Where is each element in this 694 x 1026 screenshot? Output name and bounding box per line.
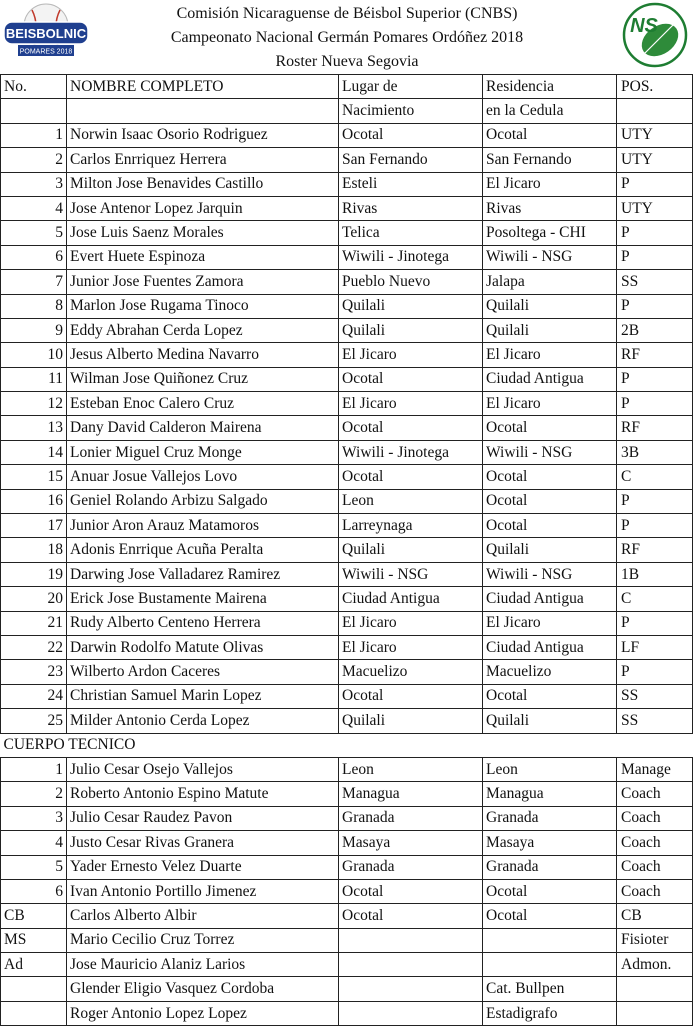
player-row [1,562,693,586]
col-header-residence-2: en la Cedula [483,99,617,123]
position: Admon. [617,953,693,977]
position: C [617,587,693,611]
logo-right-text: NS [630,15,658,37]
residence: El Jicaro [483,172,617,196]
col-header-residence: Residencia [483,75,617,99]
full-name: Jose Antenor Lopez Jarquin [67,196,339,220]
birthplace: Wiwili - Jinotega [339,245,483,269]
full-name: Milton Jose Benavides Castillo [67,172,339,196]
player-row [1,270,693,294]
birthplace: Quilali [339,294,483,318]
row-number: 6 [1,245,67,269]
player-row [1,489,693,513]
position: P [617,367,693,391]
row-number: 3 [1,172,67,196]
row-number [1,1001,67,1025]
residence: Ocotal [483,879,617,903]
birthplace: El Jicaro [339,392,483,416]
position: 2B [617,318,693,342]
full-name: Glender Eligio Vasquez Cordoba [67,977,339,1001]
full-name: Wilberto Ardon Caceres [67,660,339,684]
header-line-3: Roster Nueva Segovia [275,53,419,70]
residence: Macuelizo [483,660,617,684]
player-row [1,172,693,196]
player-row [1,318,693,342]
birthplace: Quilali [339,318,483,342]
birthplace: Ocotal [339,904,483,928]
residence: El Jicaro [483,611,617,635]
birthplace: El Jicaro [339,635,483,659]
player-row [1,465,693,489]
player-row [1,538,693,562]
full-name: Geniel Rolando Arbizu Salgado [67,489,339,513]
logo-left-sub: POMARES 2018 [19,48,73,56]
player-row [1,123,693,147]
full-name: Julio Cesar Raudez Pavon [67,806,339,830]
full-name: Evert Huete Espinoza [67,245,339,269]
row-number: 12 [1,392,67,416]
birthplace: Wiwili - Jinotega [339,440,483,464]
row-number: 5 [1,221,67,245]
full-name: Carlos Enrriquez Herrera [67,148,339,172]
position: Coach [617,831,693,855]
player-row [1,635,693,659]
position: P [617,294,693,318]
col-header-birth: Lugar de [339,75,483,99]
position: 3B [617,440,693,464]
header-line-1: Comisión Nicaraguense de Béisbol Superior (CNBS) [176,5,518,22]
full-name: Roger Antonio Lopez Lopez [67,1001,339,1025]
birthplace: Ocotal [339,416,483,440]
position: RF [617,416,693,440]
player-row [1,196,693,220]
residence: Quilali [483,294,617,318]
position: Fisioter [617,928,693,952]
birthplace: Ocotal [339,123,483,147]
position: P [617,392,693,416]
position: 1B [617,562,693,586]
birthplace [339,1001,483,1025]
full-name: Christian Samuel Marin Lopez [67,684,339,708]
row-number: 1 [1,757,67,781]
player-row [1,392,693,416]
player-row [1,514,693,538]
residence: Ocotal [483,514,617,538]
residence: Ciudad Antigua [483,367,617,391]
full-name: Ivan Antonio Portillo Jimenez [67,879,339,903]
birthplace: Ocotal [339,684,483,708]
position: P [617,245,693,269]
residence: Rivas [483,196,617,220]
residence: San Fernando [483,148,617,172]
row-number: MS [1,928,67,952]
birthplace: Quilali [339,538,483,562]
full-name: Darwing Jose Valladarez Ramirez [67,562,339,586]
residence: Ocotal [483,416,617,440]
birthplace: Granada [339,806,483,830]
residence: Granada [483,806,617,830]
full-name: Dany David Calderon Mairena [67,416,339,440]
position: Coach [617,879,693,903]
residence: Wiwili - NSG [483,562,617,586]
position: P [617,514,693,538]
full-name: Justo Cesar Rivas Granera [67,831,339,855]
staff-row [1,928,693,952]
row-number: 4 [1,831,67,855]
row-number: 24 [1,684,67,708]
full-name: Adonis Enrrique Acuña Peralta [67,538,339,562]
header-row [1,75,693,99]
staff-row [1,855,693,879]
position: Manage [617,757,693,781]
full-name: Jose Luis Saenz Morales [67,221,339,245]
full-name: Roberto Antonio Espino Matute [67,782,339,806]
position: RF [617,538,693,562]
birthplace: Granada [339,855,483,879]
row-number: 6 [1,879,67,903]
birthplace [339,977,483,1001]
full-name: Rudy Alberto Centeno Herrera [67,611,339,635]
birthplace [339,928,483,952]
position: P [617,489,693,513]
staff-row [1,806,693,830]
position: P [617,611,693,635]
birthplace: Larreynaga [339,514,483,538]
full-name: Norwin Isaac Osorio Rodriguez [67,123,339,147]
position: C [617,465,693,489]
residence: Jalapa [483,270,617,294]
birthplace: Wiwili - NSG [339,562,483,586]
row-number: 17 [1,514,67,538]
residence: Masaya [483,831,617,855]
row-number: 18 [1,538,67,562]
row-number: 2 [1,148,67,172]
full-name: Milder Antonio Cerda Lopez [67,709,339,733]
row-number: 10 [1,343,67,367]
col-header-no: No. [1,75,67,99]
player-row [1,416,693,440]
position: Coach [617,782,693,806]
player-row [1,294,693,318]
birthplace: Leon [339,489,483,513]
row-number: 21 [1,611,67,635]
player-row [1,221,693,245]
player-row [1,709,693,733]
position: SS [617,270,693,294]
player-row [1,245,693,269]
position: P [617,172,693,196]
staff-row [1,831,693,855]
residence: Wiwili - NSG [483,440,617,464]
full-name: Darwin Rodolfo Matute Olivas [67,635,339,659]
residence: Granada [483,855,617,879]
full-name: Junior Aron Arauz Matamoros [67,514,339,538]
residence: Managua [483,782,617,806]
position: Coach [617,806,693,830]
header-line-2: Campeonato Nacional Germán Pomares Ordóñez 2018 [170,29,524,46]
full-name: Lonier Miguel Cruz Monge [67,440,339,464]
full-name: Esteban Enoc Calero Cruz [67,392,339,416]
position: SS [617,684,693,708]
birthplace: Ocotal [339,465,483,489]
birthplace: Esteli [339,172,483,196]
row-number: 16 [1,489,67,513]
full-name: Mario Cecilio Cruz Torrez [67,928,339,952]
position [617,977,693,1001]
residence: Quilali [483,709,617,733]
roster-table [0,74,693,1026]
residence: Leon [483,757,617,781]
residence: Posoltega - CHI [483,221,617,245]
logo-left-text: BEISBOLNIC [5,26,87,41]
row-number: 8 [1,294,67,318]
staff-row [1,757,693,781]
player-row [1,684,693,708]
col-header-name: NOMBRE COMPLETO [67,75,339,99]
position: LF [617,635,693,659]
row-number: Ad [1,953,67,977]
player-row [1,611,693,635]
full-name: Yader Ernesto Velez Duarte [67,855,339,879]
birthplace: San Fernando [339,148,483,172]
row-number: 2 [1,782,67,806]
birthplace: Masaya [339,831,483,855]
birthplace: Ocotal [339,367,483,391]
residence: Ocotal [483,489,617,513]
position: P [617,660,693,684]
player-row [1,148,693,172]
residence: Ocotal [483,684,617,708]
residence: Ocotal [483,904,617,928]
birthplace: El Jicaro [339,611,483,635]
residence: Ciudad Antigua [483,587,617,611]
player-row [1,660,693,684]
player-row [1,440,693,464]
position: Coach [617,855,693,879]
full-name: Junior Jose Fuentes Zamora [67,270,339,294]
row-number: 14 [1,440,67,464]
staff-row [1,953,693,977]
residence: Wiwili - NSG [483,245,617,269]
staff-row [1,879,693,903]
row-number: 9 [1,318,67,342]
birthplace: Macuelizo [339,660,483,684]
residence: El Jicaro [483,392,617,416]
row-number: 11 [1,367,67,391]
residence: Ocotal [483,465,617,489]
position: UTY [617,196,693,220]
position: SS [617,709,693,733]
full-name: Wilman Jose Quiñonez Cruz [67,367,339,391]
row-number: 7 [1,270,67,294]
residence: Ciudad Antigua [483,635,617,659]
staff-section-title: CUERPO TECNICO [1,733,693,757]
row-number [1,977,67,1001]
birthplace [339,953,483,977]
row-number: 4 [1,196,67,220]
row-number: 1 [1,123,67,147]
residence: Quilali [483,318,617,342]
row-number: 25 [1,709,67,733]
full-name: Eddy Abrahan Cerda Lopez [67,318,339,342]
staff-row [1,977,693,1001]
col-header-birth-2: Nacimiento [339,99,483,123]
position: UTY [617,123,693,147]
row-number: 22 [1,635,67,659]
row-number: 20 [1,587,67,611]
birthplace: Quilali [339,709,483,733]
row-number: 15 [1,465,67,489]
position: CB [617,904,693,928]
full-name: Carlos Alberto Albir [67,904,339,928]
position: RF [617,343,693,367]
player-row [1,343,693,367]
residence: El Jicaro [483,343,617,367]
residence: Quilali [483,538,617,562]
full-name: Jesus Alberto Medina Navarro [67,343,339,367]
col-header-pos: POS. [617,75,693,99]
player-row [1,367,693,391]
staff-row [1,904,693,928]
residence [483,928,617,952]
full-name: Julio Cesar Osejo Vallejos [67,757,339,781]
full-name: Erick Jose Bustamente Mairena [67,587,339,611]
birthplace: Managua [339,782,483,806]
full-name: Anuar Josue Vallejos Lovo [67,465,339,489]
staff-row [1,1001,693,1025]
full-name: Marlon Jose Rugama Tinoco [67,294,339,318]
full-name: Jose Mauricio Alaniz Larios [67,953,339,977]
position: UTY [617,148,693,172]
row-number: 3 [1,806,67,830]
staff-row [1,782,693,806]
residence: Estadigrafo [483,1001,617,1025]
birthplace: Leon [339,757,483,781]
row-number: 23 [1,660,67,684]
birthplace: Rivas [339,196,483,220]
staff-section-row [1,733,693,757]
row-number: CB [1,904,67,928]
birthplace: Ocotal [339,879,483,903]
header-row-2 [1,99,693,123]
birthplace: El Jicaro [339,343,483,367]
birthplace: Pueblo Nuevo [339,270,483,294]
row-number: 5 [1,855,67,879]
position [617,1001,693,1025]
row-number: 13 [1,416,67,440]
residence: Cat. Bullpen [483,977,617,1001]
birthplace: Ciudad Antigua [339,587,483,611]
birthplace: Telica [339,221,483,245]
position: P [617,221,693,245]
player-row [1,587,693,611]
residence [483,953,617,977]
row-number: 19 [1,562,67,586]
residence: Ocotal [483,123,617,147]
